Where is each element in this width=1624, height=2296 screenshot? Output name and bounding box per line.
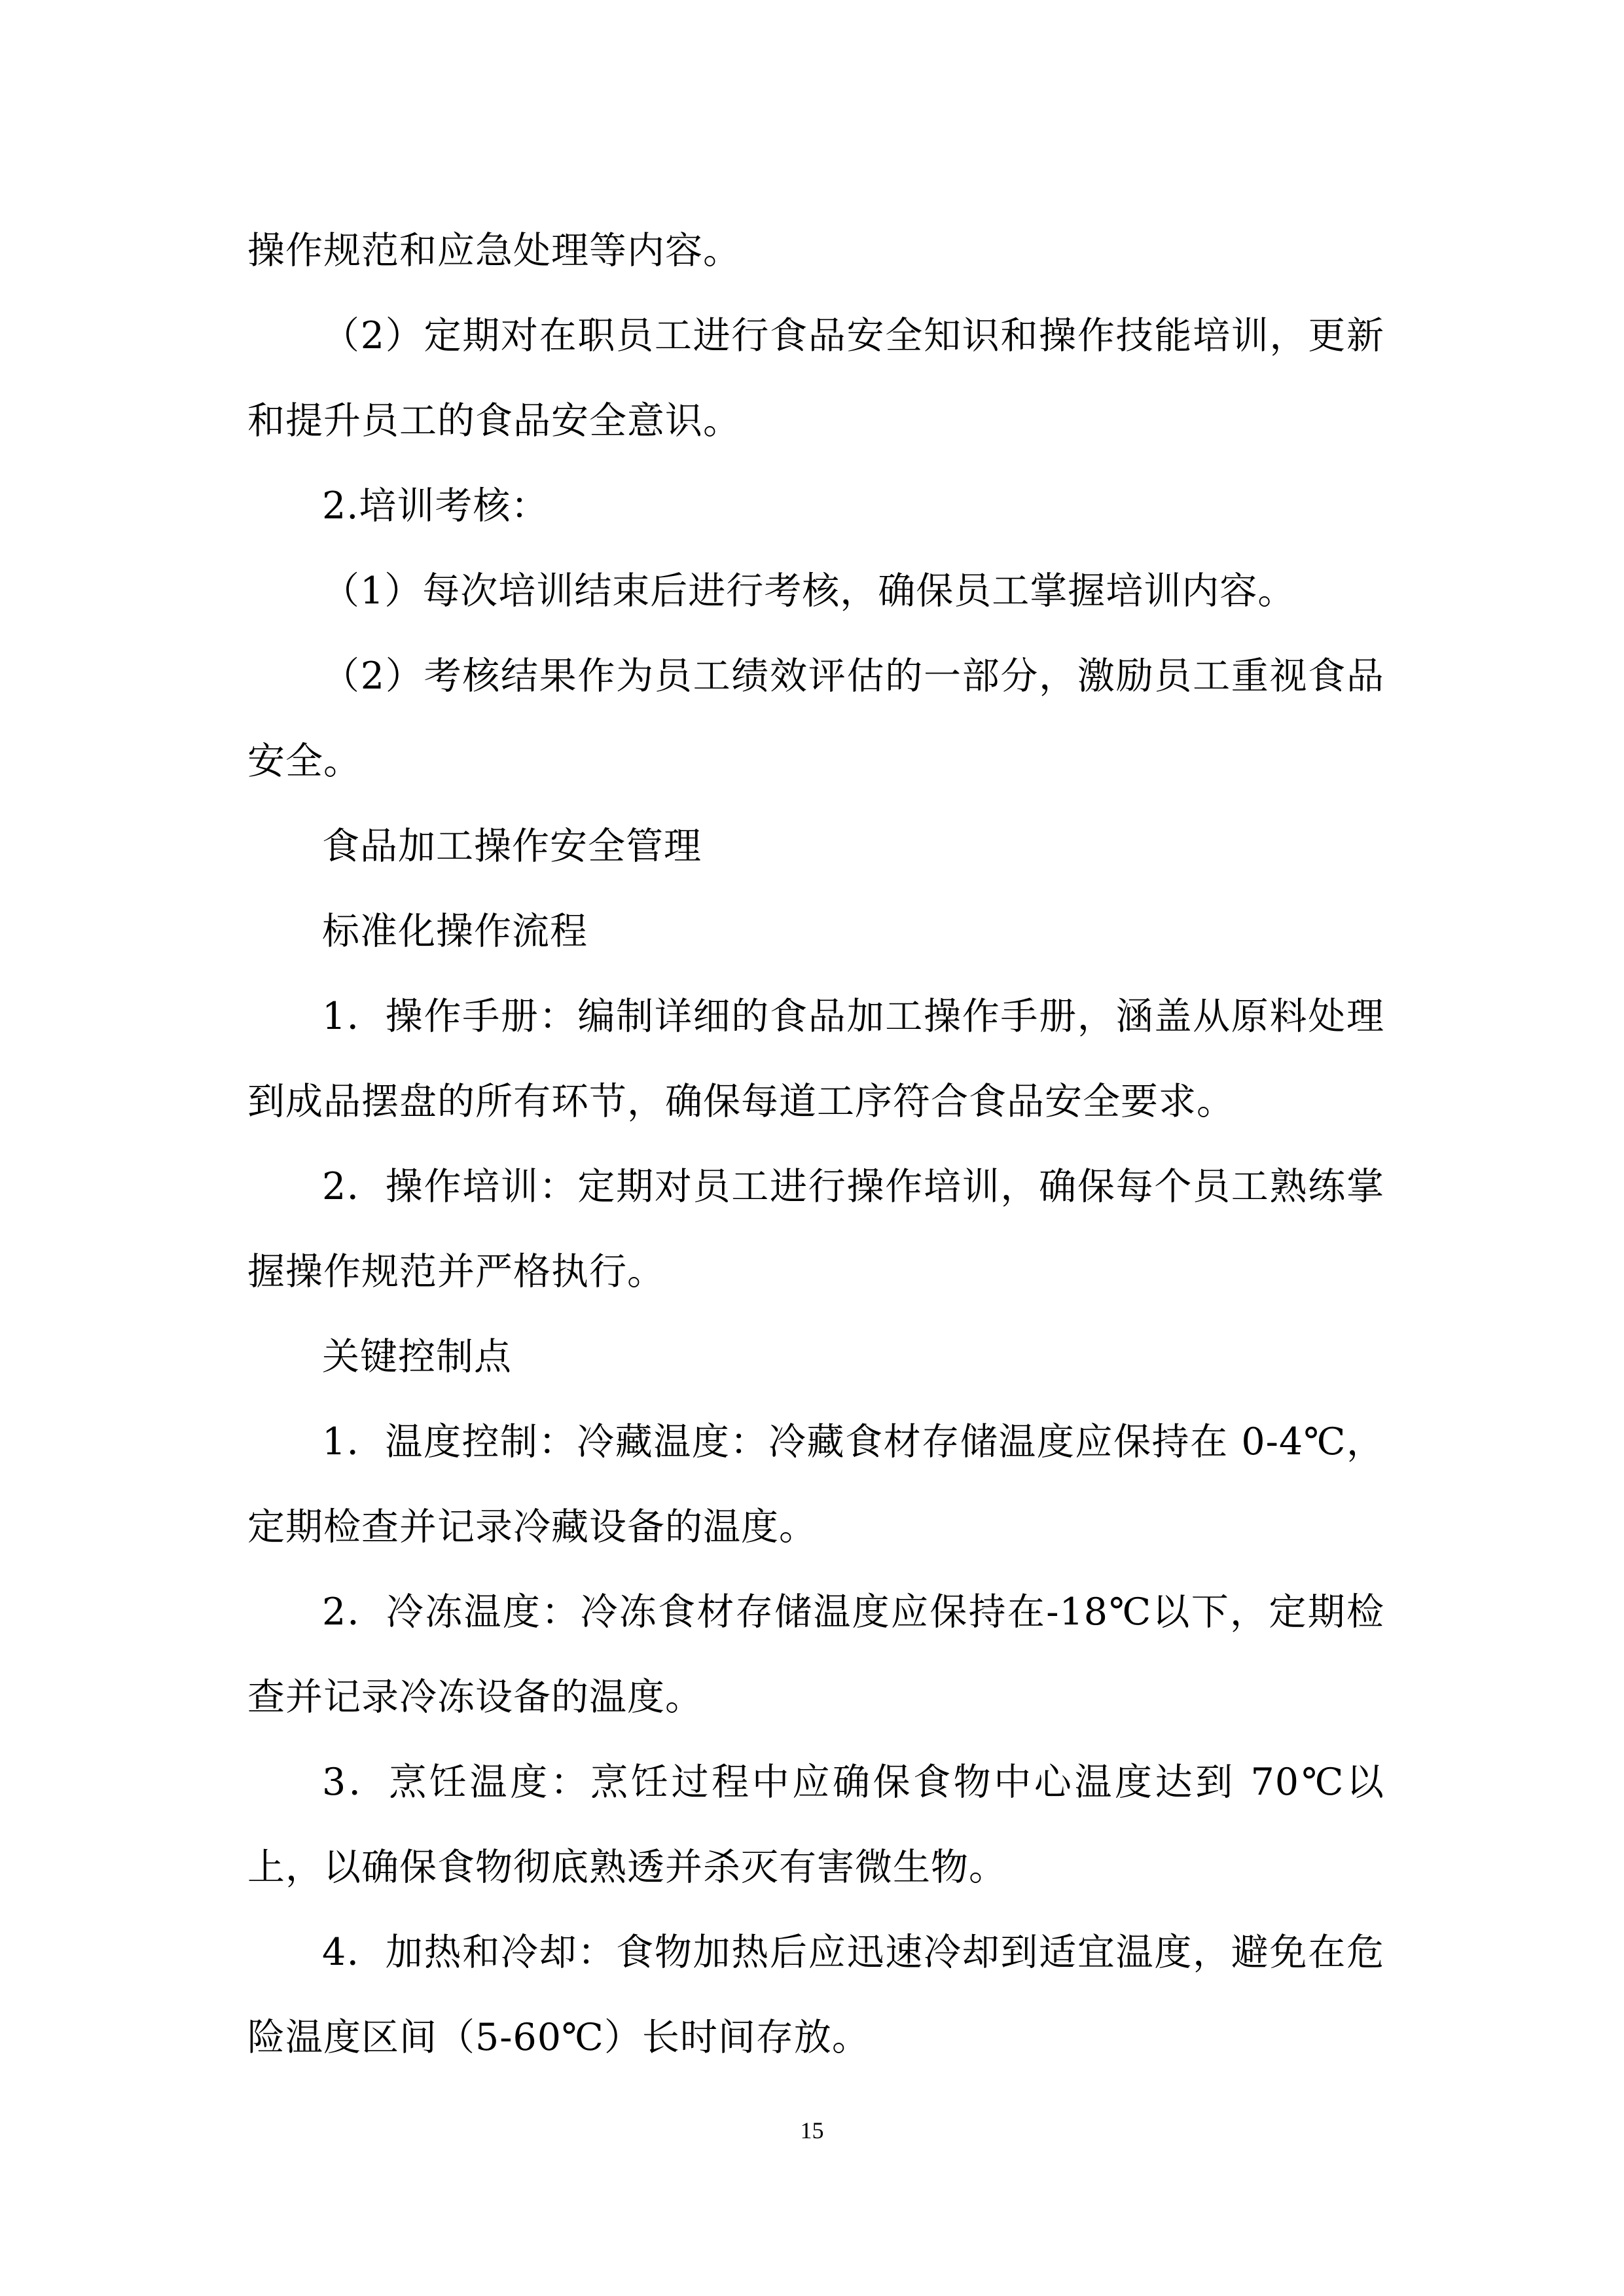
- body-text: [247, 208, 1384, 2080]
- paragraph: （2）考核结果作为员工绩效评估的一部分，激励员工重视食品安全。: [247, 655, 1384, 783]
- section-heading: 关键控制点: [322, 1335, 512, 1378]
- paragraph: （1）每次培训结束后进行考核，确保员工掌握培训内容。: [322, 569, 1296, 613]
- paragraph: （2）定期对在职员工进行食品安全知识和操作技能培训，更新和提升员工的食品安全意识。: [247, 314, 1384, 442]
- section-heading: 食品加工操作安全管理: [322, 825, 702, 868]
- paragraph: 2．冷冻温度：冷冻食材存储温度应保持在-18℃以下，定期检查并记录冷冻设备的温度。: [247, 1590, 1384, 1719]
- paragraph: 4．加热和冷却：食物加热后应迅速冷却到适宜温度，避免在危险温度区间（5-60℃）长时间存放。: [247, 1931, 1384, 2059]
- section-heading: 2.培训考核：: [322, 484, 549, 528]
- paragraph: 1．操作手册：编制详细的食品加工操作手册，涵盖从原料处理到成品摆盘的所有环节，确保每道工序符合食品安全要求。: [247, 995, 1384, 1123]
- section-heading: 标准化操作流程: [322, 910, 588, 953]
- paragraph: 3．烹饪温度：烹饪过程中应确保食物中心温度达到 70℃以上，以确保食物彻底熟透并杀灭有害微生物。: [247, 1761, 1384, 1889]
- page-number: 15: [800, 2117, 824, 2144]
- paragraph: 2．操作培训：定期对员工进行操作培训，确保每个员工熟练掌握操作规范并严格执行。: [247, 1165, 1384, 1293]
- paragraph: 操作规范和应急处理等内容。: [247, 229, 741, 272]
- paragraph: 1．温度控制：冷藏温度：冷藏食材存储温度应保持在 0-4℃，定期检查并记录冷藏设备的温度。: [247, 1420, 1384, 1549]
